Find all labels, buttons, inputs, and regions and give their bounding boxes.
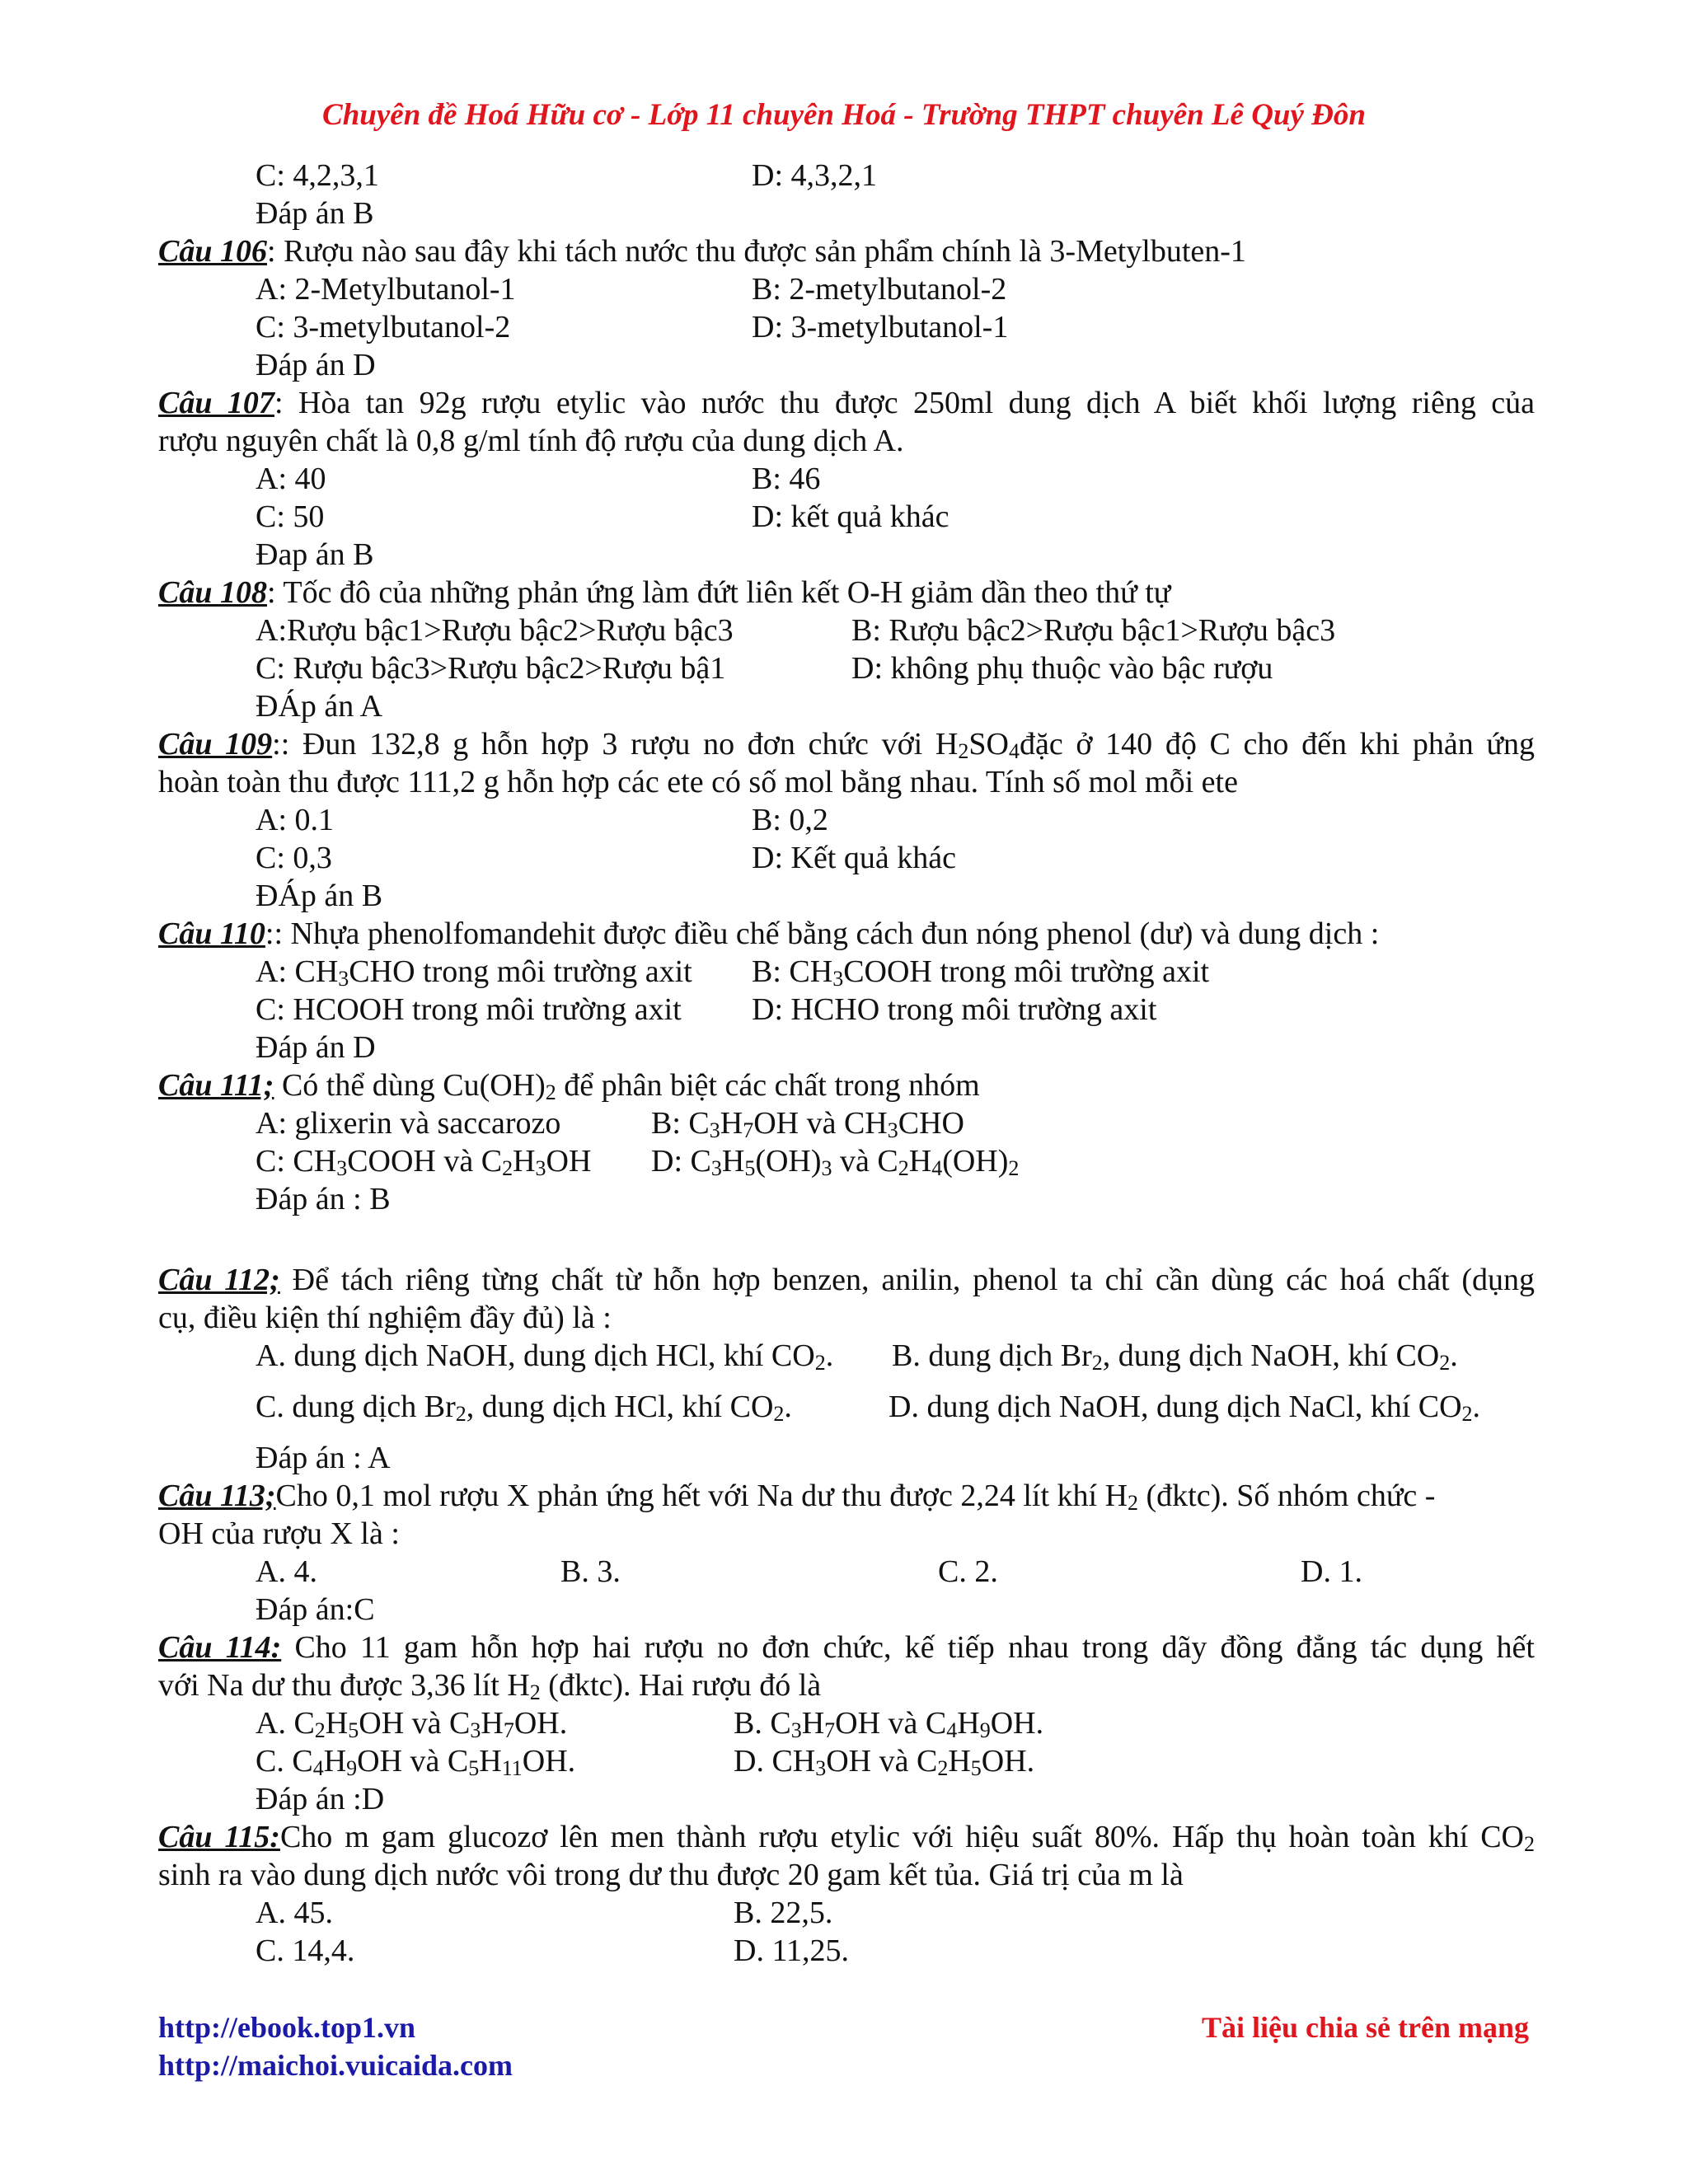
- page-header: Chuyên đề Hoá Hữu cơ - Lớp 11 chuyên Hoá - Trường THPT chuyên Lê Quý Đôn: [322, 98, 1366, 132]
- answer: ĐÁp án A: [256, 689, 383, 724]
- question-107-line2: rượu nguyên chất là 0,8 g/ml tính độ rượu của dung dịch A.: [158, 424, 904, 458]
- option-d: D: HCHO trong môi trường axit: [752, 992, 1157, 1027]
- question-109-line2: hoàn toàn thu được 111,2 g hỗn hợp các ete có số mol bằng nhau. Tính số mol mỗi ete: [158, 765, 1238, 799]
- option-b: B. $C_3H_7OH$ và $C_4H_9OH$.: [734, 1706, 1044, 1742]
- option-d: D: kết quả khác: [752, 499, 950, 534]
- answer: ĐÁp án B: [256, 879, 383, 913]
- option-d: D: $C_3H_5(OH)_3$ và $C_2H_4(OH)_2$: [651, 1144, 1020, 1180]
- option-c: C. 14,4.: [256, 1933, 355, 1968]
- option-a: A:Rượu bậc1>Rượu bậc2>Rượu bậc3: [256, 613, 734, 648]
- question-115: Câu 115:Cho m gam glucozơ lên men thành rượu etylic với hiệu suất 80%. Hấp thụ hoàn toàn khí $CO_2$: [158, 1820, 1535, 1856]
- option-a: A: glixerin và saccarozo: [256, 1106, 561, 1141]
- answer: Đáp án : A: [256, 1441, 391, 1475]
- option-b: B: 2-metylbutanol-2: [752, 272, 1007, 307]
- question-label: Câu 111;: [158, 1068, 274, 1103]
- option-d: D. $CH_3OH$ và $C_2H_5OH$.: [734, 1744, 1035, 1780]
- option-d: D: 3-metylbutanol-1: [752, 310, 1009, 344]
- answer: Đáp án :D: [256, 1782, 385, 1816]
- option-b: B: 46: [752, 462, 821, 496]
- option-d: D. 1.: [1301, 1554, 1362, 1589]
- footer-note: Tài liệu chia sẻ trên mạng: [1202, 2011, 1529, 2044]
- option-a: A: 2-Metylbutanol-1: [256, 272, 516, 307]
- question-106: Câu 106: Rượu nào sau đây khi tách nước thu được sản phẩm chính là 3-Metylbuten-1: [158, 234, 1246, 269]
- option-b: B. 22,5.: [734, 1896, 833, 1930]
- question-label: Câu 110: [158, 916, 265, 951]
- question-label: Câu 109: [158, 727, 273, 762]
- option-b: B: $C_3H_7OH$ và $CH_3CHO$: [651, 1106, 964, 1142]
- option-b: B: Rượu bậc2>Rượu bậc1>Rượu bậc3: [851, 613, 1336, 648]
- question-114-line2: với Na dư thu được 3,36 lít $H_2$ (đktc). Hai rượu đó là: [158, 1668, 822, 1704]
- answer: Đáp án B: [256, 196, 374, 231]
- option-b: B. dung dịch $Br_2$, dung dịch NaOH, khí $CO_2$.: [892, 1338, 1458, 1375]
- answer: Đáp án:C: [256, 1592, 375, 1627]
- option-b: B: $CH_3COOH$ trong môi trường axit: [752, 954, 1210, 991]
- question-label: Câu 113;: [158, 1479, 276, 1513]
- question-113: Câu 113;Cho 0,1 mol rượu X phản ứng hết với Na dư thu được 2,24 lít khí $H_2$ (đktc). Số nhóm chức -: [158, 1479, 1436, 1515]
- option-a: A: 0.1: [256, 803, 334, 837]
- option-b: B: 0,2: [752, 803, 828, 837]
- question-111: Câu 111; Có thể dùng $Cu(OH)_2$ để phân biệt các chất trong nhóm: [158, 1068, 980, 1104]
- question-109: Câu 109:: Đun 132,8 g hỗn hợp 3 rượu no đơn chức với $H_2SO_4đặc$ ở 140 độ C cho đến khi phản ứng: [158, 727, 1536, 763]
- question-label: Câu 114:: [158, 1630, 282, 1665]
- option-a: A. 4.: [256, 1554, 317, 1589]
- question-110: Câu 110:: Nhựa phenolfomandehit được điều chế bằng cách đun nóng phenol (dư) và dung dịch :: [158, 916, 1380, 951]
- option-c: C: 0,3: [256, 841, 332, 875]
- option-c: C: $CH_3COOH$ và $C_2H_3OH$: [256, 1144, 592, 1180]
- option-b: B. 3.: [560, 1554, 621, 1589]
- option-c: C: 4,2,3,1: [256, 158, 379, 193]
- footer-link-ebook[interactable]: http://ebook.top1.vn: [158, 2011, 416, 2044]
- question-108: Câu 108: Tốc đô của những phản ứng làm đứt liên kết O-H giảm dần theo thứ tự: [158, 575, 1171, 610]
- answer: Đáp án D: [256, 348, 376, 382]
- option-c: C: 50: [256, 499, 325, 534]
- question-label: Câu 106: [158, 234, 267, 269]
- option-a: A. dung dịch NaOH, dung dịch HCl, khí $CO_2$.: [256, 1338, 834, 1375]
- option-d: D: Kết quả khác: [752, 841, 956, 875]
- question-115-line2: sinh ra vào dung dịch nước vôi trong dư thu được 20 gam kết tủa. Giá trị của m là: [158, 1858, 1184, 1892]
- option-a: A. $C_2H_5OH$ và $C_3H_7OH$.: [256, 1706, 568, 1742]
- question-112: Câu 112; Để tách riêng từng chất từ hỗn hợp benzen, anilin, phenol ta chỉ cần dùng các hoá chất (dụng: [158, 1263, 1535, 1297]
- question-114: Câu 114: Cho 11 gam hỗn hợp hai rượu no đơn chức, kế tiếp nhau trong dãy đồng đẳng tác dụng hết: [158, 1630, 1535, 1665]
- question-113-line2: OH của rượu X là :: [158, 1516, 400, 1551]
- option-a: A. 45.: [256, 1896, 333, 1930]
- question-label: Câu 112;: [158, 1263, 280, 1297]
- option-c: C. dung dịch $Br_2$, dung dịch HCl, khí $CO_2$.: [256, 1390, 792, 1426]
- answer: Đáp án : B: [256, 1182, 391, 1216]
- option-d: D: không phụ thuộc vào bậc rượu: [851, 651, 1273, 686]
- option-c: C: 3-metylbutanol-2: [256, 310, 511, 344]
- option-d: D. dung dịch NaOH, dung dịch NaCl, khí $CO_2$.: [889, 1390, 1481, 1426]
- option-a: A: $CH_3CHO$ trong môi trường axit: [256, 954, 692, 991]
- answer: Đáp án D: [256, 1030, 376, 1065]
- footer-link-maichoi[interactable]: http://maichoi.vuicaida.com: [158, 2049, 513, 2082]
- option-c: C: Rượu bậc3>Rượu bậc2>Rượu bậ1: [256, 651, 726, 686]
- option-c: C. $C_4H_9OH$ và $C_5H_{11}OH$.: [256, 1744, 576, 1780]
- option-a: A: 40: [256, 462, 326, 496]
- option-c: C: HCOOH trong môi trường axit: [256, 992, 682, 1027]
- answer: Đap án B: [256, 537, 374, 572]
- question-112-line2: cụ, điều kiện thí nghiệm đầy đủ) là :: [158, 1301, 612, 1335]
- question-label: Câu 108: [158, 575, 267, 610]
- question-label: Câu 107: [158, 386, 274, 420]
- option-d: D. 11,25.: [734, 1933, 850, 1968]
- option-c: C. 2.: [938, 1554, 998, 1589]
- option-d: D: 4,3,2,1: [752, 158, 877, 193]
- question-label: Câu 115:: [158, 1820, 280, 1854]
- question-107: Câu 107: Hòa tan 92g rượu etylic vào nước thu được 250ml dung dịch A biết khối lượng riêng của: [158, 386, 1535, 420]
